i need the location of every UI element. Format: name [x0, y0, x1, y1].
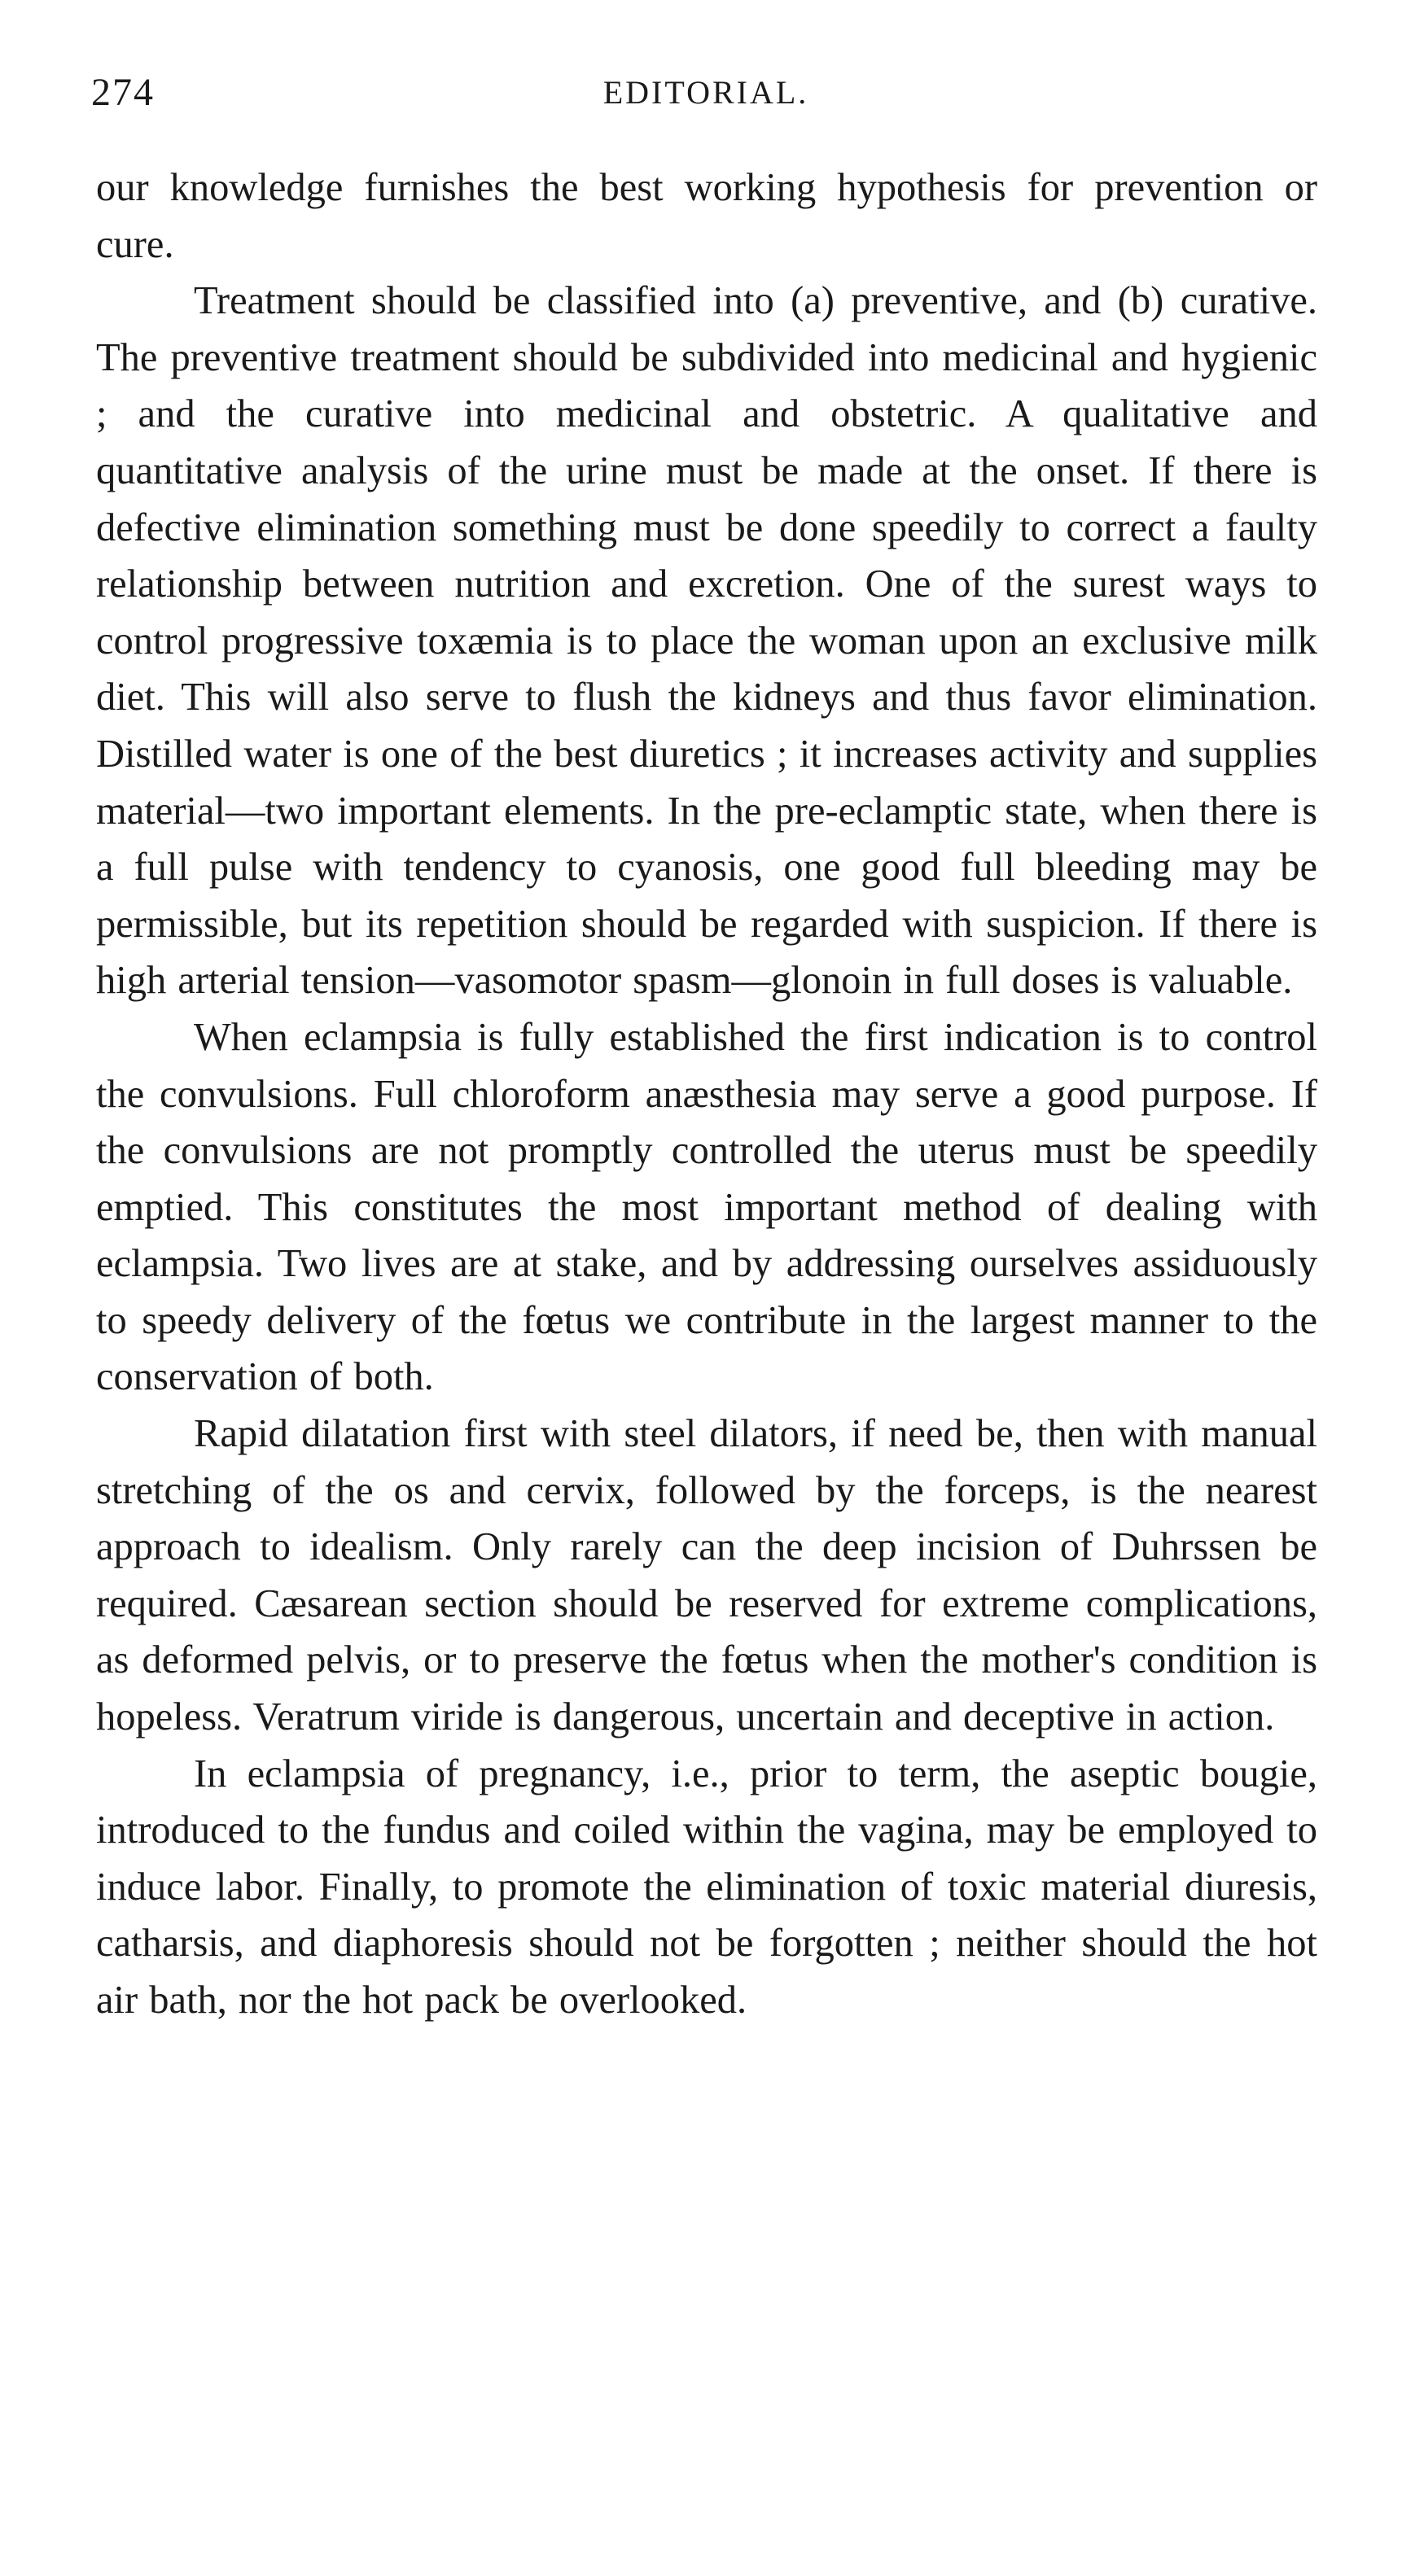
page-number: 274 — [91, 71, 155, 114]
paragraph-treatment: Treatment should be classified into (a) preventive, and (b) curative. The preventive treatment should be subdivided into medicinal and hygienic ; and the curative into medicinal and obstetric. A qualitative and quantitative analysis of the urine must be made at the onset. If there is defective elimination something must be done speedily to correct a faulty relationship between nutrition and excretion. One of the surest ways to control progressive toxæmia is to place the woman upon an exclusive milk diet. This will also serve to flush the kidneys and thus favor elimination. Distilled water is one of the best diuretics ; it increases activity and supplies material—two important elements. In the pre-eclamptic state, when there is a full pulse with tendency to cyanosis, one good full bleeding may be permissible, but its repetition should be regarded with suspicion. If there is high arterial tension—vasomotor spasm—glonoin in full doses is valuable. — [96, 279, 1317, 1003]
running-head: EDITORIAL. — [602, 74, 809, 111]
body-text — [96, 160, 1317, 2029]
paragraph-dilatation: Rapid dilatation first with steel dilators, if need be, then with manual stretching of the os and cervix, followed by the forceps, is the nearest approach to idealism. Only rarely can the deep incision of Duhrssen be required. Cæsarean section should be reserved for extreme complications, as deformed pelvis, or to preserve the fœtus when the mother's condition is hopeless. Veratrum viride is dangerous, uncertain and deceptive in action. — [96, 1412, 1317, 1739]
paragraph-continuation: our knowledge furnishes the best working hypothesis for prevention or cure. — [96, 166, 1317, 266]
paragraph-eclampsia: When eclampsia is fully established the first indication is to control the convulsions. Full chloroform anæsthesia may serve a good purpose. If the convulsions are not promptly controlled the uterus must be speedily emptied. This constitutes the most important method of dealing with eclampsia. Two lives are at stake, and by addressing ourselves assiduously to speedy delivery of the fœtus we contribute in the largest manner to the conservation of both. — [96, 1015, 1317, 1399]
page-header — [91, 70, 1321, 135]
paragraph-pregnancy: In eclampsia of pregnancy, i.e., prior to term, the aseptic bougie, introduced to the fundus and coiled within the vagina, may be employed to induce labor. Finally, to promote the elimination of toxic material diuresis, catharsis, and diaphoresis should not be forgotten ; neither should the hot air bath, nor the hot pack be overlooked. — [96, 1752, 1317, 2022]
